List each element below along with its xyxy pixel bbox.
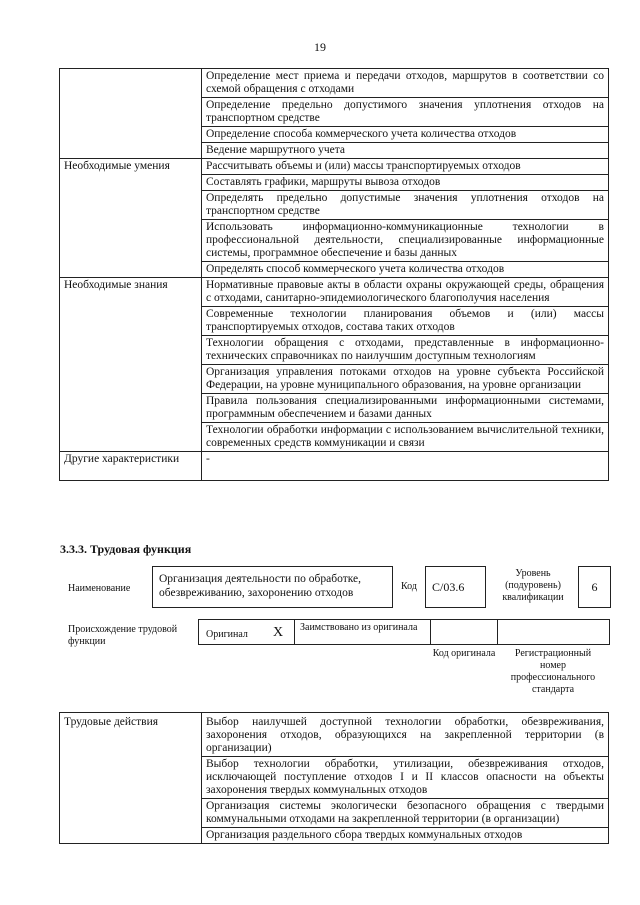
divider xyxy=(430,619,431,644)
level-value: 6 xyxy=(591,580,598,594)
cell-text: Выбор наилучшей доступной технологии обработки, обезвреживания, захоронения отходов, образующихся на закрепленной территории (в организации) xyxy=(202,713,609,757)
table-row xyxy=(60,713,609,757)
requirements-table xyxy=(59,68,609,481)
row-label-knowledge: Необходимые знания xyxy=(60,278,202,452)
borrowed-label: Заимствовано из оригинала xyxy=(300,622,418,633)
page-number: 19 xyxy=(314,40,326,54)
cell-text: Рассчитывать объемы и (или) массы транспортируемых отходов xyxy=(202,159,609,175)
table-row xyxy=(60,278,609,307)
cell-text: Организация системы экологически безопасного обращения с твердыми коммунальными отходами на закрепленной территории (в организации) xyxy=(202,799,609,828)
cell-text: Выбор технологии обработки, утилизации, обезвреживания отходов, исключающей поступление отходов I и II классов опасности на объекты захоронения твердых коммунальных отходов xyxy=(202,757,609,799)
name-box xyxy=(152,566,393,608)
cell-text: Современные технологии планирования объемов и (или) массы транспортируемых отходов, состава таких отходов xyxy=(202,307,609,336)
section-title: 3.3.3. Трудовая функция xyxy=(60,542,192,556)
cell-text: - xyxy=(202,452,609,481)
row-label-actions: Трудовые действия xyxy=(60,713,202,844)
level-box xyxy=(578,566,611,608)
origin-label: Происхождение трудовой функции xyxy=(68,624,178,647)
code-box xyxy=(425,566,486,608)
row-label xyxy=(60,69,202,159)
cell-text: Определять предельно допустимые значения уплотнения отходов на транспортном средстве xyxy=(202,191,609,220)
cell-text: Использовать информационно-коммуникационные технологии в профессиональной деятельности, специализированные информационные системы, программное обеспечение и базы данных xyxy=(202,220,609,262)
divider xyxy=(294,619,295,644)
cell-text: Организация управления потоками отходов на уровне субъекта Российской Федерации, на уровне муниципального образования, на уровне организации xyxy=(202,365,609,394)
cell-text: Составлять графики, маршруты вывоза отходов xyxy=(202,175,609,191)
reg-caption: Регистрационный номер профессионального стандарта xyxy=(510,648,596,695)
cell-text: Организация раздельного сбора твердых коммунальных отходов xyxy=(202,828,609,844)
table-row xyxy=(60,452,609,481)
cell-text: Определение способа коммерческого учета количества отходов xyxy=(202,127,609,143)
row-label-other: Другие характеристики xyxy=(60,452,202,481)
cell-text: Технологии обращения с отходами, представленные в информационно-технических справочниках по наилучшим доступным технологиям xyxy=(202,336,609,365)
original-label: Оригинал xyxy=(206,629,248,640)
original-mark: X xyxy=(272,625,284,640)
actions-table xyxy=(59,712,609,844)
level-label: Уровень (подуровень) квалификации xyxy=(502,568,564,603)
name-label: Наименование xyxy=(68,583,131,594)
code-caption: Код оригинала xyxy=(432,648,496,659)
row-label-skills: Необходимые умения xyxy=(60,159,202,278)
cell-text: Определять способ коммерческого учета количества отходов xyxy=(202,262,609,278)
divider xyxy=(497,619,498,644)
function-name: Организация деятельности по обработке, обезвреживанию, захоронению отходов xyxy=(159,573,362,599)
code-label: Код xyxy=(401,581,417,592)
cell-text: Определение мест приема и передачи отходов, маршрутов в соответствии со схемой обращения с отходами xyxy=(202,69,609,98)
cell-text: Правила пользования специализированными информационными системами, программным обеспечением и базами данных xyxy=(202,394,609,423)
cell-text: Нормативные правовые акты в области охраны окружающей среды, обращения с отходами, санитарно-эпидемиологического благополучия населения xyxy=(202,278,609,307)
cell-text: Определение предельно допустимого значения уплотнения отходов на транспортном средстве xyxy=(202,98,609,127)
table-row xyxy=(60,159,609,175)
cell-text: Технологии обработки информации с использованием вычислительной техники, современных средств коммуникации и связи xyxy=(202,423,609,452)
function-code: C/03.6 xyxy=(432,580,465,594)
cell-text: Ведение маршрутного учета xyxy=(202,143,609,159)
table-row xyxy=(60,69,609,98)
